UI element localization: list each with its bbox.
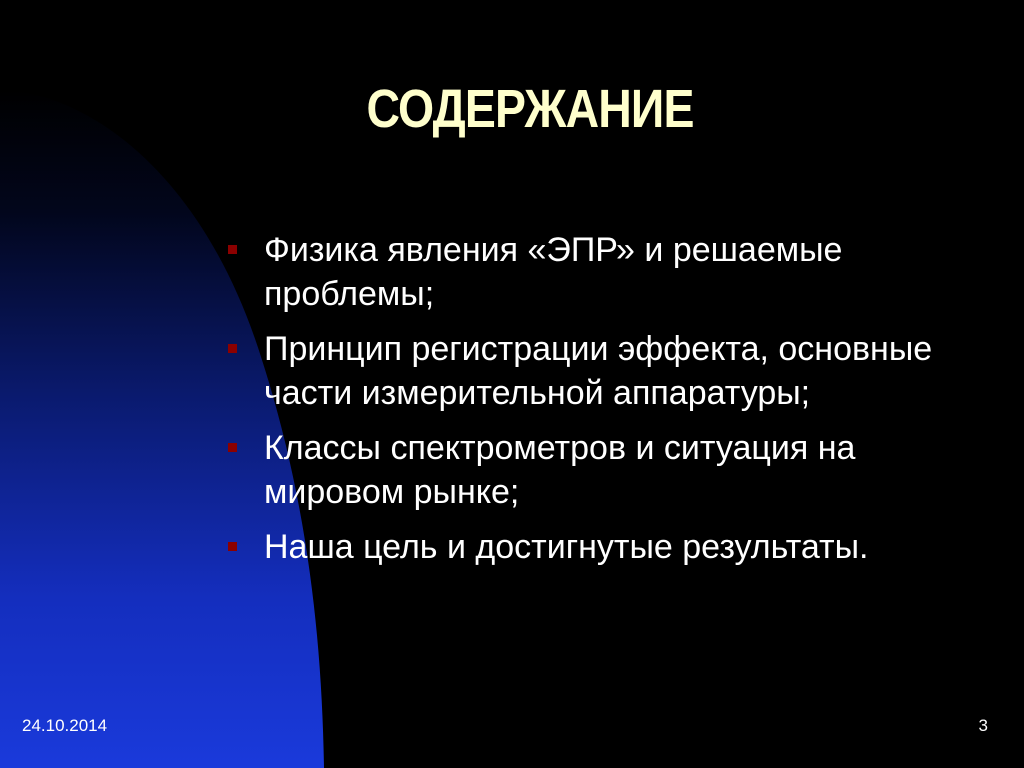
square-bullet-icon: [228, 443, 237, 452]
bullet-list: [228, 228, 988, 580]
bullet-item: [228, 327, 988, 415]
bullet-text: Принцип регистрации эффекта, основные части измерительной аппаратуры;: [264, 330, 933, 412]
square-bullet-icon: [228, 542, 237, 551]
bullet-text: Классы спектрометров и ситуация на мировом рынке;: [264, 429, 856, 511]
bullet-text: Наша цель и достигнутые результаты.: [264, 528, 869, 566]
bullet-item: [228, 228, 988, 316]
square-bullet-icon: [228, 344, 237, 353]
footer-date: 24.10.2014: [22, 716, 108, 735]
square-bullet-icon: [228, 245, 237, 254]
bullet-text: Физика явления «ЭПР» и решаемые проблемы;: [264, 231, 843, 313]
bullet-item: [228, 525, 988, 569]
bullet-item: [228, 426, 988, 514]
page-number: 3: [978, 716, 988, 735]
slide-title: СОДЕРЖАНИЕ: [366, 79, 694, 139]
